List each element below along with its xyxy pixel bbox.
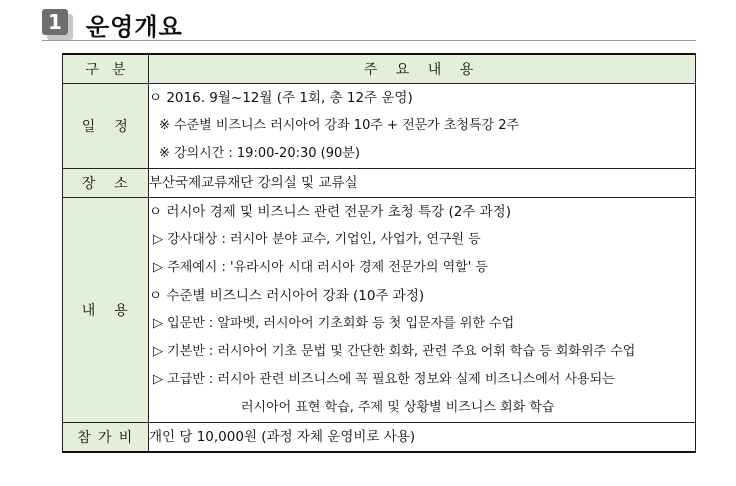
table-row-schedule	[63, 84, 696, 169]
section-number-badge	[42, 9, 72, 39]
content-heading: ㅇ 러시아 경제 및 비즈니스 관련 전문가 초청 특강 (2주 과정)	[149, 204, 511, 220]
content-item: ▷ 기본반 : 러시아어 기초 문법 및 간단한 회화, 관련 주요 어휘 학습 등 회화위주 수업	[153, 344, 636, 359]
content-item: ▷ 주제예시 : '유라시아 시대 러시아 경제 전문가의 역할' 등	[153, 260, 488, 275]
schedule-note: ※ 강의시간 : 19:00-20:30 (90분)	[159, 146, 360, 161]
content-heading: ㅇ 수준별 비즈니스 러시아어 강좌 (10주 과정)	[149, 288, 425, 304]
row-label-content: 내 용	[63, 198, 149, 423]
table-row-fee	[63, 423, 696, 453]
section-number: 1	[42, 9, 68, 35]
heading-divider	[42, 40, 696, 41]
content-item: ▷ 강사대상 : 러시아 분야 교수, 기업인, 사업가, 연구원 등	[153, 232, 481, 247]
row-content-fee	[149, 423, 696, 453]
row-label-venue: 장 소	[63, 169, 149, 198]
section-heading	[42, 6, 183, 42]
row-content-schedule	[149, 84, 696, 169]
header-category: 구 분	[63, 54, 149, 84]
schedule-note: ※ 수준별 비즈니스 러시아어 강좌 10주 + 전문가 초청특강 2주	[159, 118, 520, 133]
row-label-schedule: 일 정	[63, 84, 149, 169]
content-item-continued: 러시아어 표현 학습, 주제 및 상황별 비즈니스 회화 학습	[241, 400, 555, 415]
venue-line: 부산국제교류재단 강의실 및 교류실	[149, 175, 358, 191]
row-label-fee: 참 가 비	[63, 423, 149, 453]
content-item: ▷ 고급반 : 러시아 관련 비즈니스에 꼭 필요한 정보와 실제 비즈니스에서 사용되는	[153, 372, 615, 387]
overview-table	[62, 53, 696, 453]
header-content: 주 요 내 용	[149, 54, 696, 84]
table-row-venue	[63, 169, 696, 198]
row-content-content	[149, 198, 696, 423]
section-title: 운영개요	[86, 12, 183, 41]
content-item: ▷ 입문반 : 알파벳, 러시아어 기초회화 등 첫 입문자를 위한 수업	[153, 316, 515, 331]
table-row-content	[63, 198, 696, 423]
table-header-row	[63, 54, 696, 84]
row-content-venue	[149, 169, 696, 198]
schedule-line: ㅇ 2016. 9월~12월 (주 1회, 총 12주 운영)	[149, 90, 413, 106]
fee-line: 개인 당 10,000원 (과정 자체 운영비로 사용)	[149, 429, 416, 445]
